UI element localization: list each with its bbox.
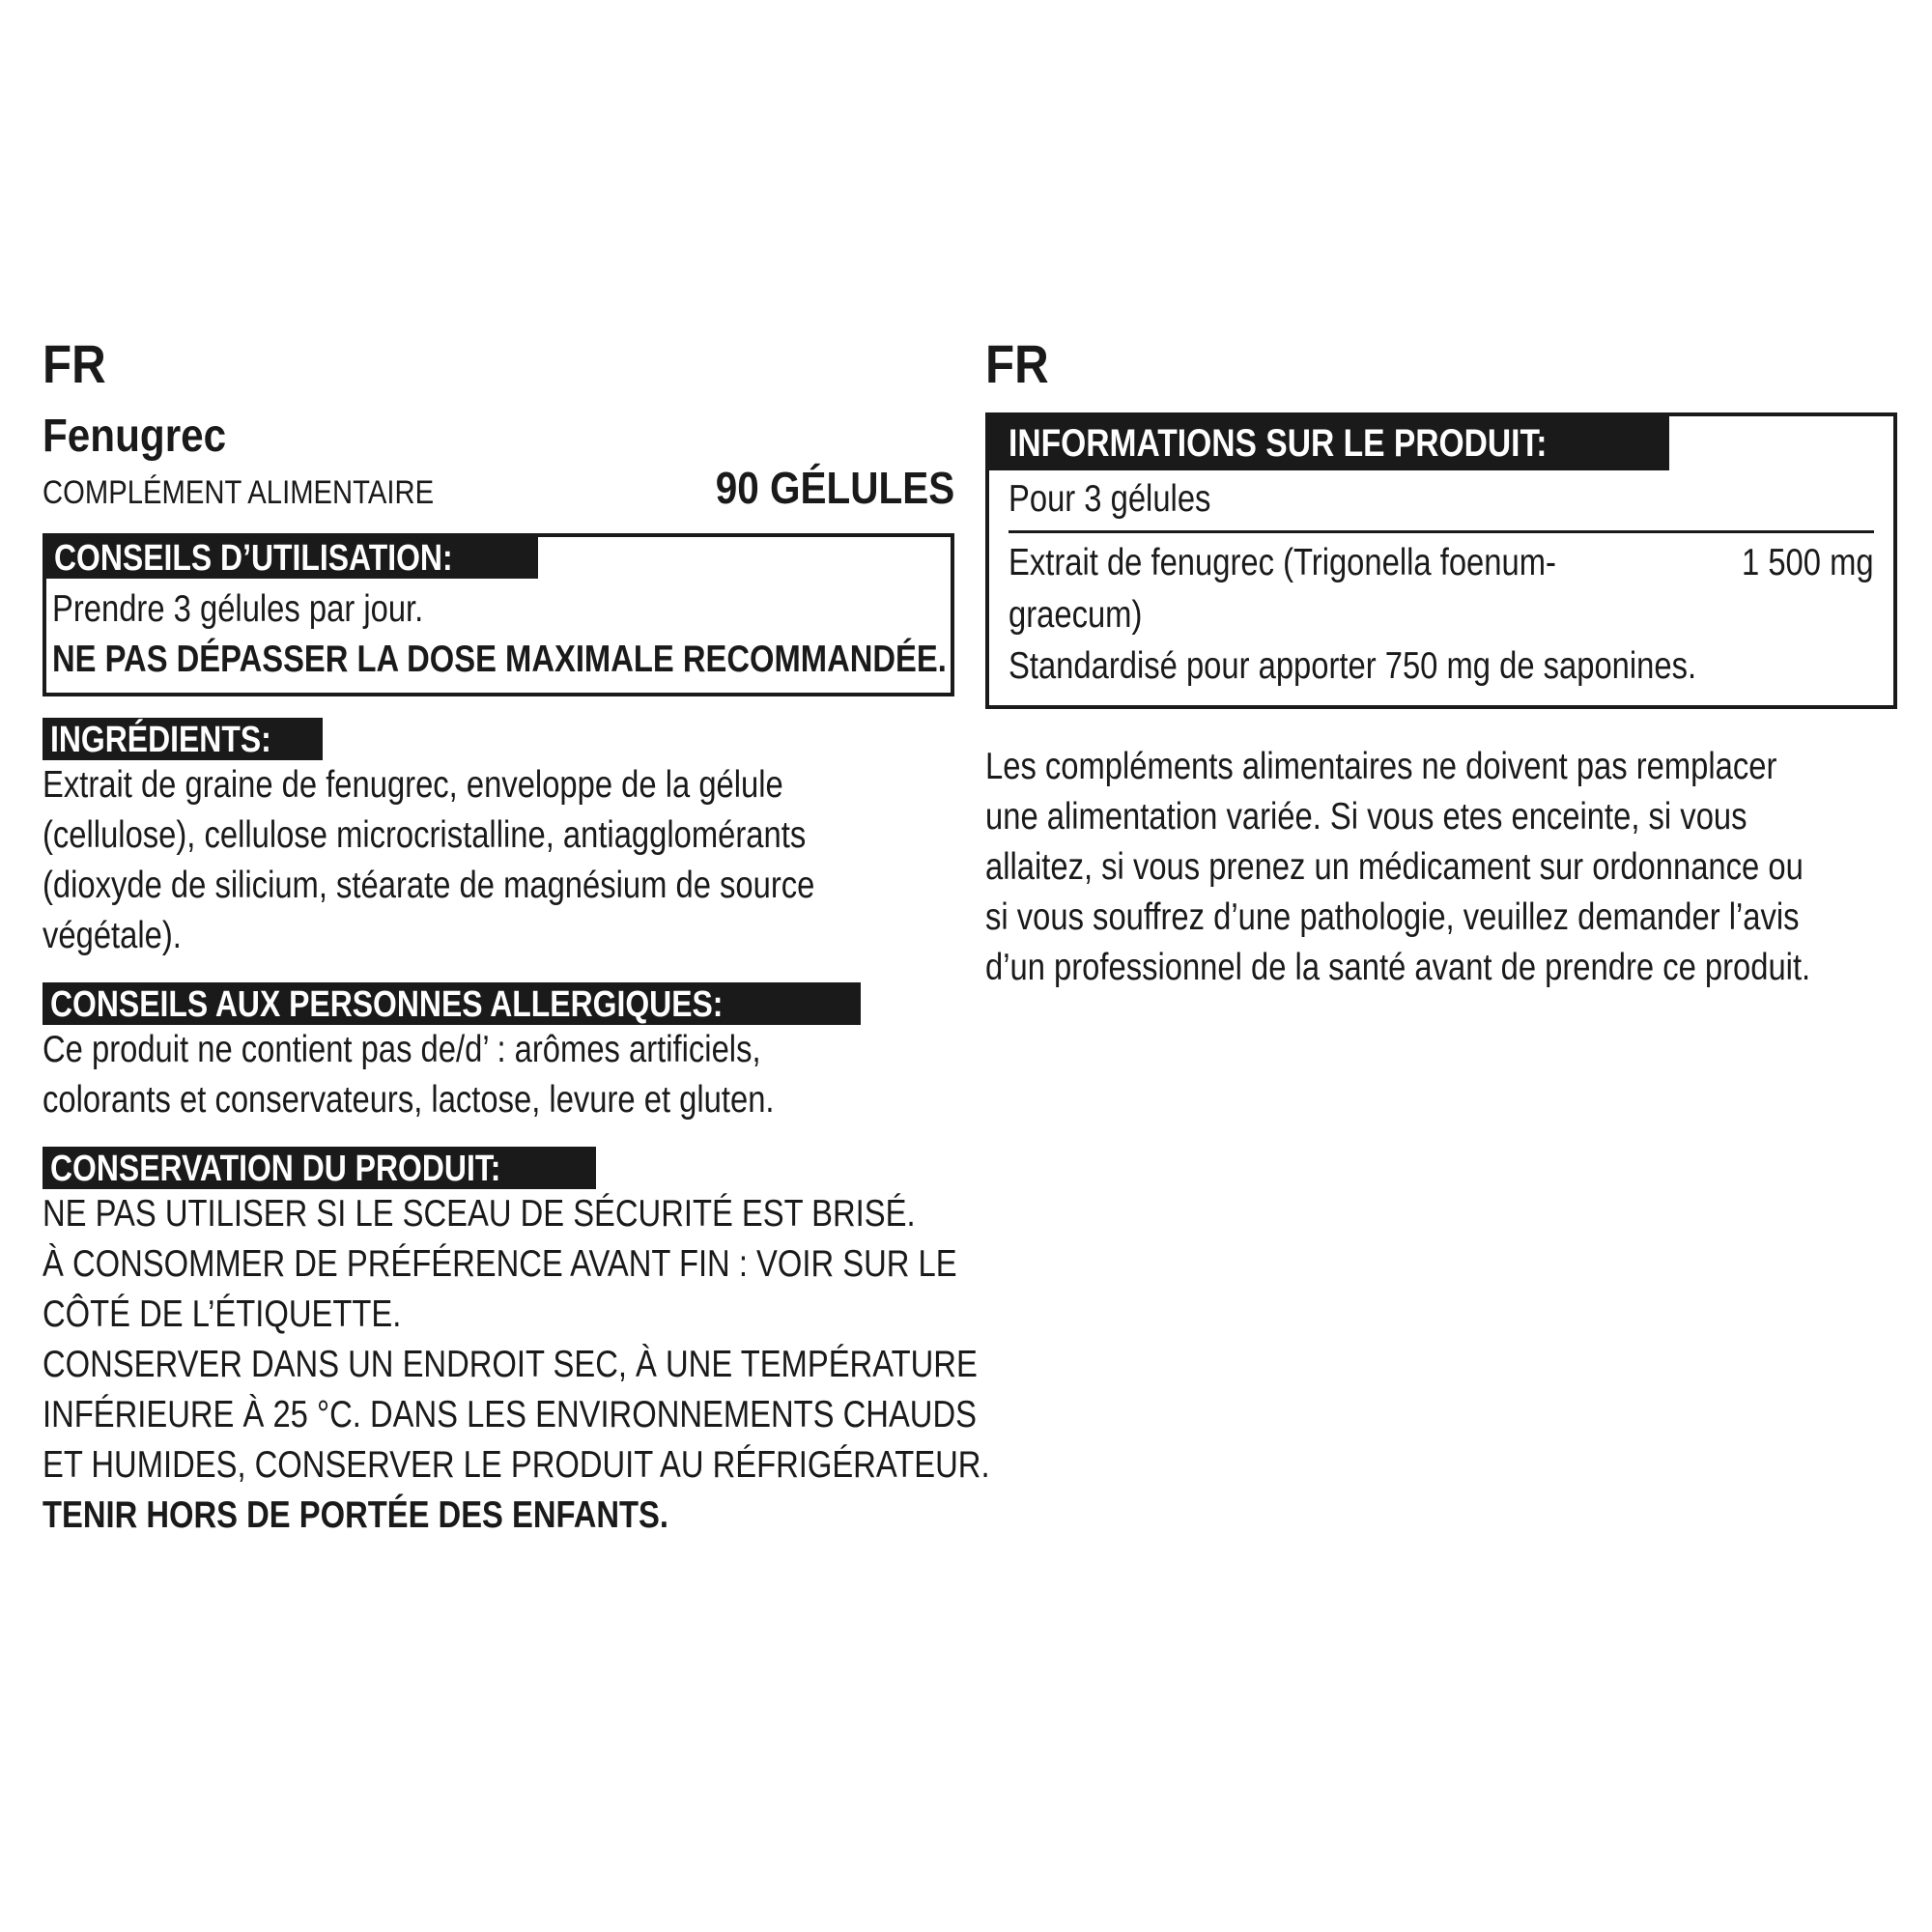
product-info-box — [985, 412, 1897, 709]
usage-title: CONSEILS D’UTILISATION: — [46, 536, 538, 579]
ingredients-line: végétale). — [43, 915, 182, 956]
ingredient-row — [1009, 537, 1874, 641]
usage-box — [43, 533, 954, 696]
language-code: FR — [43, 333, 106, 394]
left-column — [43, 333, 990, 1541]
ingredients-line: (dioxyde de silicium, stéarate de magnésium de source — [43, 865, 815, 906]
storage-section — [43, 1147, 990, 1541]
storage-line: ET HUMIDES, CONSERVER LE PRODUIT AU RÉFRIGÉRATEUR. — [43, 1444, 990, 1486]
ingredients-title: INGRÉDIENTS: — [43, 718, 323, 760]
ingredient-name: Extrait de fenugrec (Trigonella foenum-graecum) — [1009, 542, 1556, 636]
language-code: FR — [985, 333, 1049, 394]
children-warning: TENIR HORS DE PORTÉE DES ENFANTS. — [43, 1494, 669, 1536]
warning-line: une alimentation variée. Si vous etes enceinte, si vous — [985, 796, 1747, 838]
usage-warning: NE PAS DÉPASSER LA DOSE MAXIMALE RECOMMANDÉE. — [52, 639, 947, 680]
product-info-title: INFORMATIONS SUR LE PRODUIT: — [989, 416, 1669, 470]
product-subtitle-row — [43, 465, 954, 514]
allergy-title: CONSEILS AUX PERSONNES ALLERGIQUES: — [43, 982, 861, 1025]
usage-dose: Prendre 3 gélules par jour. — [52, 588, 424, 630]
capsule-count: 90 GÉLULES — [715, 463, 954, 513]
storage-line: À CONSOMMER DE PRÉFÉRENCE AVANT FIN : VOIR SUR LE — [43, 1243, 957, 1285]
allergy-section — [43, 982, 954, 1125]
product-type: COMPLÉMENT ALIMENTAIRE — [43, 474, 435, 511]
ingredients-line: (cellulose), cellulose microcristalline, antiagglomérants — [43, 814, 807, 856]
warning-line: Les compléments alimentaires ne doivent pas remplacer — [985, 746, 1777, 787]
ingredients-line: Extrait de graine de fenugrec, enveloppe de la gélule — [43, 764, 783, 806]
allergy-line: Ce produit ne contient pas de/d’ : arômes artificiels, — [43, 1029, 761, 1070]
storage-line: INFÉRIEURE À 25 °C. DANS LES ENVIRONNEMENTS CHAUDS — [43, 1394, 977, 1435]
serving-size: Pour 3 gélules — [1009, 474, 1874, 533]
right-column — [985, 333, 1897, 993]
storage-line: NE PAS UTILISER SI LE SCEAU DE SÉCURITÉ EST BRISÉ. — [43, 1193, 916, 1235]
warning-line: allaitez, si vous prenez un médicament sur ordonnance ou — [985, 846, 1804, 888]
warning-line: si vous souffrez d’une pathologie, veuillez demander l’avis — [985, 896, 1800, 938]
storage-line: CONSERVER DANS UN ENDROIT SEC, À UNE TEMPÉRATURE — [43, 1344, 978, 1385]
ingredient-amount: 1 500 mg — [1742, 542, 1874, 583]
storage-title: CONSERVATION DU PRODUIT: — [43, 1147, 596, 1189]
supplement-warning — [985, 742, 1897, 993]
ingredients-section — [43, 718, 954, 961]
allergy-line: colorants et conservateurs, lactose, levure et gluten. — [43, 1079, 775, 1121]
standardization-note: Standardisé pour apporter 750 mg de saponines. — [1009, 645, 1697, 687]
storage-line: CÔTÉ DE L’ÉTIQUETTE. — [43, 1293, 402, 1335]
product-name: Fenugrec — [43, 411, 227, 462]
warning-line: d’un professionnel de la santé avant de prendre ce produit. — [985, 947, 1811, 988]
